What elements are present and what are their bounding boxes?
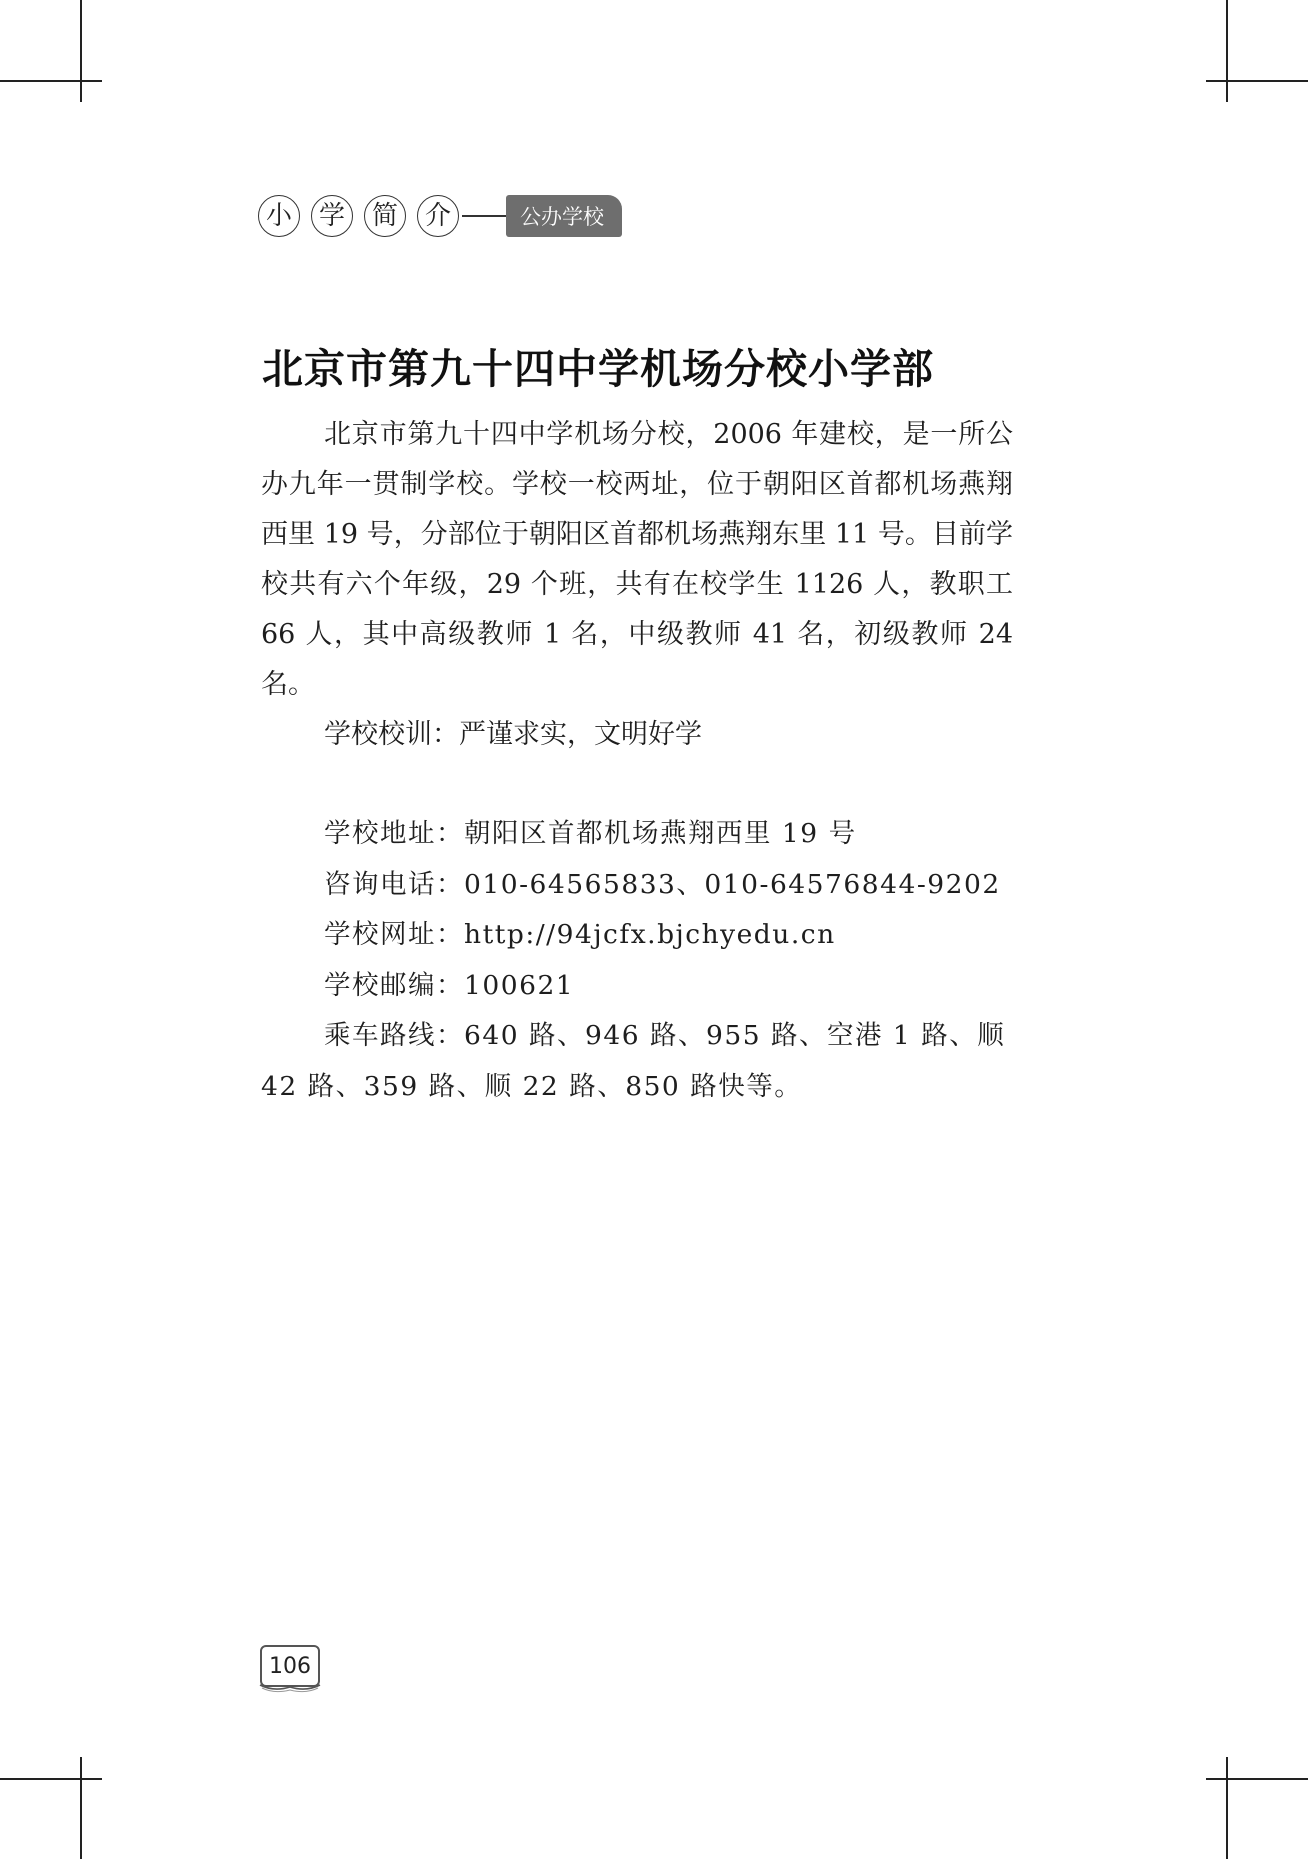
contact-info: [261, 809, 1013, 1112]
school-postcode: 学校邮编：100621: [324, 969, 575, 1001]
section-char-3: 简: [364, 195, 406, 237]
book-page-icon: [258, 1683, 322, 1693]
page-number: 106: [260, 1645, 320, 1687]
intro-paragraph: 北京市第九十四中学机场分校，2006 年建校，是一所公办九年一贯制学校。学校一校两址，位于朝阳区首都机场燕翔西里 19 号，分部位于朝阳区首都机场燕翔东里 11 号。目前学校共有六个年级，29 个班，共有在校学生 1126 人，教职工 66 人，其中高级教师 1 名，中级教师 41 名，初级教师 24 名。: [261, 419, 1013, 700]
school-motto: 学校校训：严谨求实，文明好学: [324, 719, 702, 750]
school-website: 学校网址：http://94jcfx.bjchyedu.cn: [324, 919, 836, 950]
header-connector-line: [462, 215, 506, 217]
intro-section: [261, 410, 1013, 760]
bus-routes: 乘车路线：640 路、946 路、955 路、空港 1 路、顺 42 路、359 路、顺 22 路、850 路快等。: [261, 1020, 1006, 1102]
school-address: 学校地址：朝阳区首都机场燕翔西里 19 号: [324, 818, 857, 849]
page-title: 北京市第九十四中学机场分校小学部: [262, 345, 934, 393]
section-char-1: 小: [258, 195, 300, 237]
section-char-2: 学: [311, 195, 353, 237]
section-char-4: 介: [417, 195, 459, 237]
school-phone: 咨询电话：010-64565833、010-64576844-9202: [324, 868, 1001, 900]
section-header: [258, 193, 622, 239]
category-tag: 公办学校: [506, 195, 622, 237]
